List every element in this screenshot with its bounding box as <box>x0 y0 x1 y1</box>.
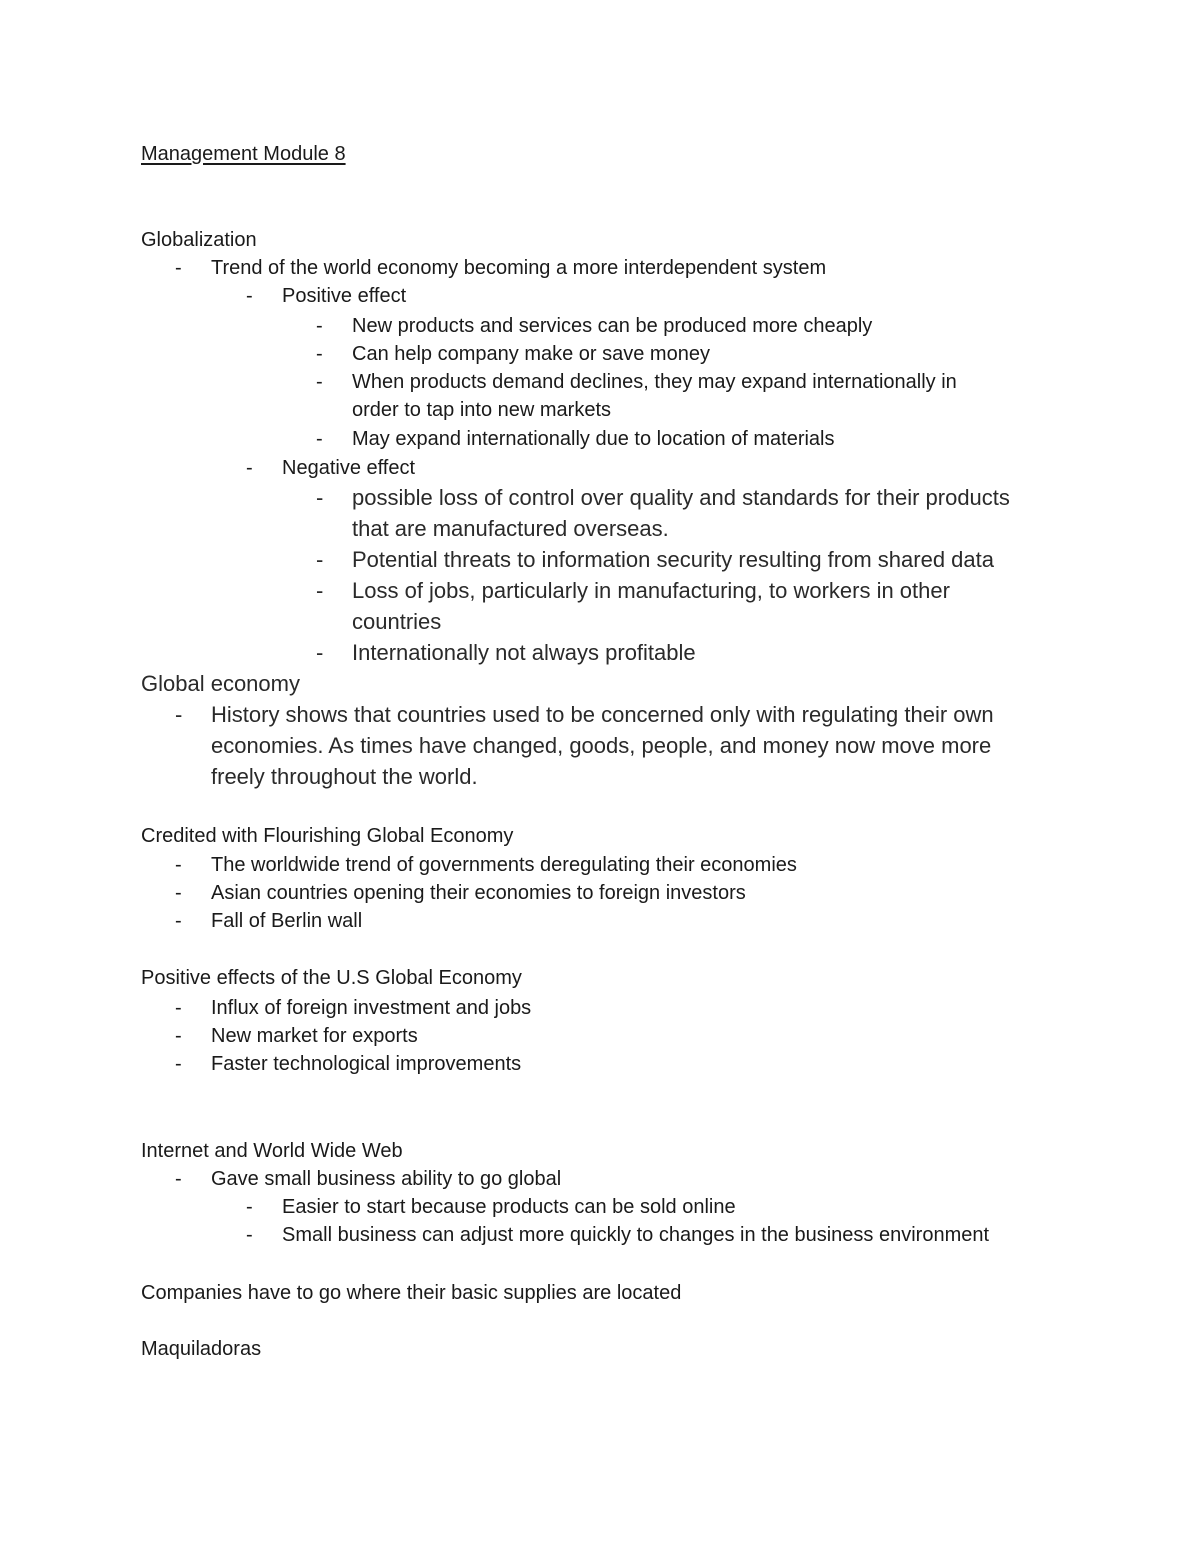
section-heading-credited: Credited with Flourishing Global Economy <box>141 825 514 847</box>
bullet-dash: - <box>316 371 323 393</box>
list-item-text: Small business can adjust more quickly to changes in the business environment <box>282 1224 990 1246</box>
bullet-dash: - <box>316 315 323 337</box>
bullet-dash: - <box>175 854 182 876</box>
bullet-dash: - <box>246 1224 253 1246</box>
list-item-text: Positive effect <box>282 285 407 307</box>
bullet-dash: - <box>246 285 253 307</box>
bullet-dash: - <box>175 702 183 727</box>
list-item-text: Can help company make or save money <box>352 343 710 365</box>
bullet-dash: - <box>316 578 324 603</box>
list-item-text: Loss of jobs, particularly in manufacturing, to workers in other <box>352 578 950 603</box>
bullet-dash: - <box>175 882 182 904</box>
list-item-text: Trend of the world economy becoming a more interdependent system <box>211 257 827 279</box>
list-item-text: Easier to start because products can be sold online <box>282 1196 736 1218</box>
list-item-text: Internationally not always profitable <box>352 640 696 665</box>
bullet-dash: - <box>316 428 323 450</box>
section-heading-global-economy: Global economy <box>141 671 300 696</box>
list-item-continuation: economies. As times have changed, goods, people, and money now move more <box>211 733 992 758</box>
bullet-dash: - <box>175 1025 182 1047</box>
list-item-text: When products demand declines, they may expand internationally in <box>352 371 957 393</box>
bullet-dash: - <box>175 1168 182 1190</box>
list-item-text: Fall of Berlin wall <box>211 910 363 932</box>
paragraph-supplies: Companies have to go where their basic supplies are located <box>141 1282 682 1304</box>
bullet-dash: - <box>246 1196 253 1218</box>
bullet-dash: - <box>316 485 324 510</box>
list-item-text: The worldwide trend of governments deregulating their economies <box>211 854 797 876</box>
bullet-dash: - <box>316 640 324 665</box>
section-heading-positive-us: Positive effects of the U.S Global Economy <box>141 967 522 989</box>
bullet-dash: - <box>316 547 324 572</box>
bullet-dash: - <box>175 997 182 1019</box>
section-heading-maquiladoras: Maquiladoras <box>141 1338 262 1360</box>
section-heading-globalization: Globalization <box>141 229 257 251</box>
list-item-continuation: that are manufactured overseas. <box>352 516 669 541</box>
bullet-dash: - <box>316 343 323 365</box>
list-item-text: possible loss of control over quality and standards for their products <box>352 485 1010 510</box>
list-item-text: May expand internationally due to location of materials <box>352 428 835 450</box>
list-item-text: Faster technological improvements <box>211 1053 522 1075</box>
page-title: Management Module 8 <box>141 143 346 165</box>
list-item-text: New market for exports <box>211 1025 418 1047</box>
bullet-dash: - <box>175 257 182 279</box>
list-item-text: Negative effect <box>282 457 416 479</box>
bullet-dash: - <box>246 457 253 479</box>
list-item-text: Gave small business ability to go global <box>211 1168 562 1190</box>
list-item-continuation: freely throughout the world. <box>211 764 478 789</box>
list-item-continuation: countries <box>352 609 442 634</box>
bullet-dash: - <box>175 1053 182 1075</box>
list-item-text: Potential threats to information security resulting from shared data <box>352 547 994 572</box>
list-item-text: Influx of foreign investment and jobs <box>211 997 532 1019</box>
section-heading-internet: Internet and World Wide Web <box>141 1140 403 1162</box>
list-item-continuation: order to tap into new markets <box>352 399 612 421</box>
bullet-dash: - <box>175 910 182 932</box>
list-item-text: Asian countries opening their economies to foreign investors <box>211 882 746 904</box>
list-item-text: History shows that countries used to be concerned only with regulating their own <box>211 702 994 727</box>
list-item-text: New products and services can be produced more cheaply <box>352 315 873 337</box>
